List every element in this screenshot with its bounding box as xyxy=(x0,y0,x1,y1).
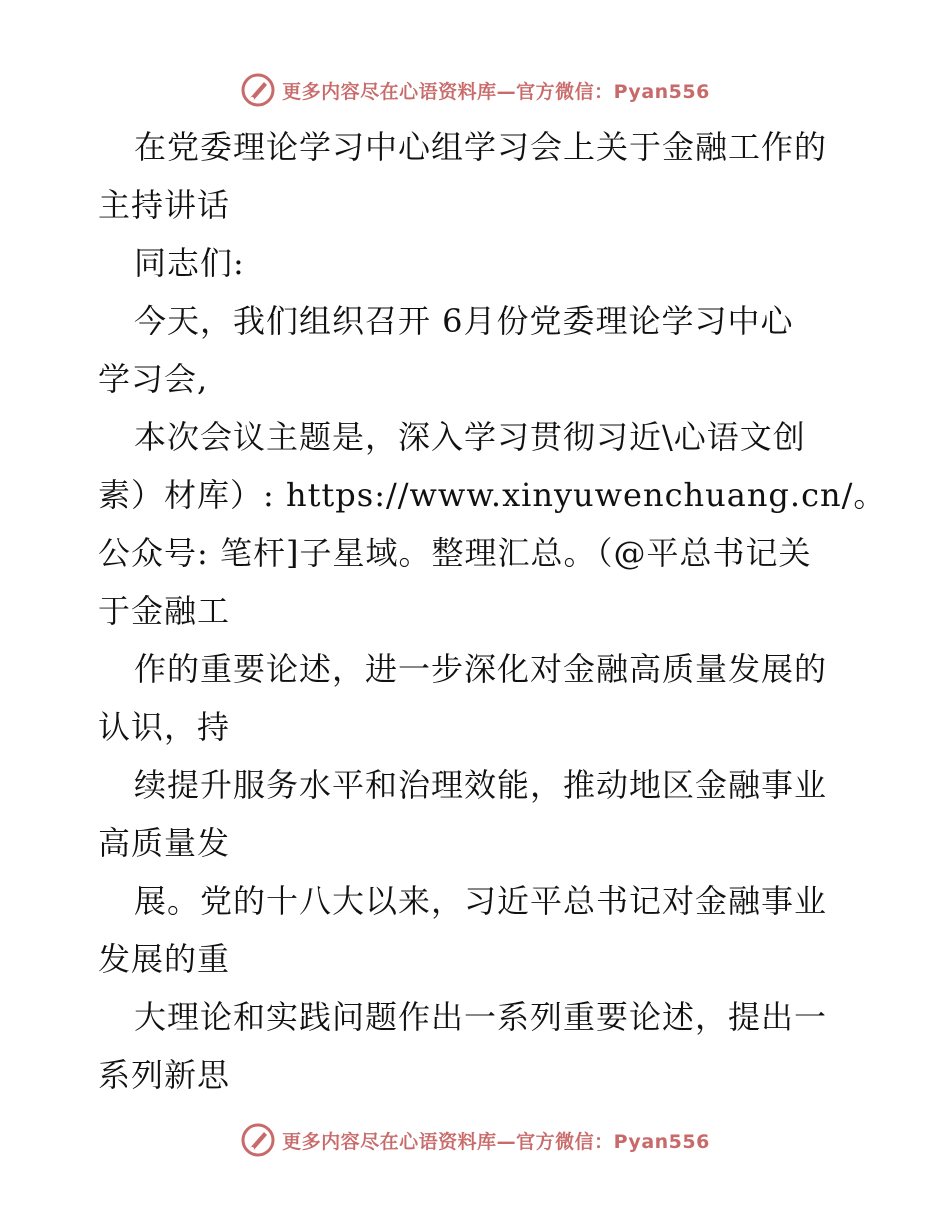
text-line: 认识，持 xyxy=(98,708,231,746)
header-watermark-text: 更多内容尽在心语资料库—官方微信：Pyan556 xyxy=(282,80,710,103)
text-line: 本次会议主题是，深入学习贯彻习近\心语文创 xyxy=(134,418,806,456)
text-line: 主持讲话 xyxy=(98,186,231,224)
text-line: 发展的重 xyxy=(98,940,231,978)
text-line: 同志们: xyxy=(134,244,245,282)
text-line: 素）材库）: https://www.xinyuwenchuang.cn/。 xyxy=(98,476,887,514)
text-line: 系列新思 xyxy=(98,1056,231,1094)
document-body xyxy=(98,118,887,1104)
pen-logo-icon xyxy=(240,72,276,108)
footer-watermark-text: 更多内容尽在心语资料库—官方微信：Pyan556 xyxy=(282,1130,710,1153)
footer-watermark-banner xyxy=(0,1120,950,1160)
header-watermark-banner xyxy=(0,70,950,110)
text-line: 今天，我们组织召开 6月份党委理论学习中心 xyxy=(134,302,794,340)
pen-logo-icon xyxy=(240,1122,276,1158)
text-line: 续提升服务水平和治理效能，推动地区金融事业 xyxy=(134,766,828,804)
text-line: 学习会, xyxy=(98,360,209,398)
text-line: 于金融工 xyxy=(98,592,231,630)
text-line: 高质量发 xyxy=(98,824,231,862)
text-line: 作的重要论述，进一步深化对金融高质量发展的 xyxy=(134,650,828,688)
text-line: 公众号: 笔杆]子星域。整理汇总。（@平总书记关 xyxy=(98,534,812,572)
text-line: 展。党的十八大以来，习近平总书记对金融事业 xyxy=(134,882,828,920)
text-line: 在党委理论学习中心组学习会上关于金融工作的 xyxy=(134,128,828,166)
text-line: 大理论和实践问题作出一系列重要论述，提出一 xyxy=(134,998,828,1036)
